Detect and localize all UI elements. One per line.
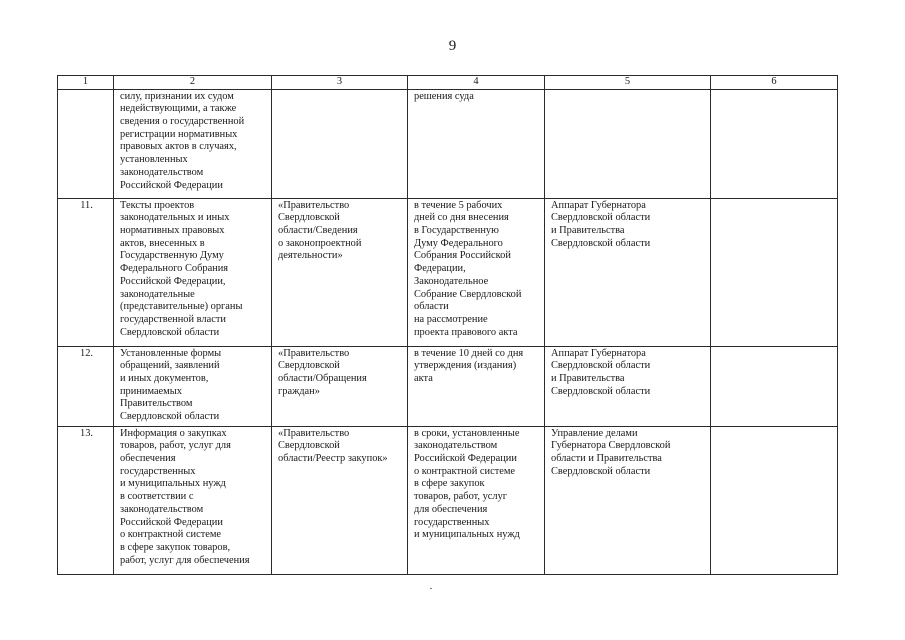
cell-text-line: и муниципальных нужд xyxy=(414,529,520,541)
cell-column-4 xyxy=(408,426,545,574)
cell-text-line: акта xyxy=(414,373,433,385)
cell-text-line: законодательством xyxy=(120,503,204,515)
cell-text-line: Губернатора Свердловской xyxy=(551,440,671,452)
cell-text-line: в течение 5 рабочих xyxy=(414,199,503,211)
cell-text-line: Свердловской области xyxy=(551,465,651,477)
cell-text-line: Свердловской области xyxy=(551,212,651,224)
cell-text-line: для обеспечения xyxy=(414,503,488,515)
cell-text-line: Российской Федерации xyxy=(120,179,223,191)
cell-text-line: деятельности» xyxy=(278,250,343,262)
cell-text-line: Управление делами xyxy=(551,427,638,439)
cell-text-line: «Правительство xyxy=(278,427,350,439)
cell-text-line: граждан» xyxy=(278,385,320,397)
cell-column-3 xyxy=(272,346,408,426)
column-header-6: 6 xyxy=(711,76,838,90)
cell-column-5 xyxy=(545,89,711,198)
cell-text-line: государственной власти xyxy=(120,313,226,325)
column-header-2: 2 xyxy=(114,76,272,90)
cell-text-line: Федерации, xyxy=(414,263,466,275)
table-row xyxy=(58,89,838,198)
cell-column-2 xyxy=(114,346,272,426)
cell-text-line: и Правительства xyxy=(551,225,625,237)
cell-column-2 xyxy=(114,426,272,574)
cell-text-line: области и Правительства xyxy=(551,453,662,465)
scan-speck xyxy=(430,588,432,589)
cell-text-line: «Правительство xyxy=(278,347,350,359)
cell-text-line: и Правительства xyxy=(551,373,625,385)
table-row xyxy=(58,426,838,574)
cell-column-5 xyxy=(545,346,711,426)
cell-text-line: в соответствии с xyxy=(120,491,194,503)
cell-text-line: Российской Федерации xyxy=(414,453,517,465)
page-number: 9 xyxy=(448,38,457,54)
cell-column-2 xyxy=(114,89,272,198)
cell-text-line: в сфере закупок товаров, xyxy=(120,541,231,553)
cell-column-5 xyxy=(545,426,711,574)
cell-text-line: правовых актов в случаях, xyxy=(120,141,237,153)
cell-text-line: товаров, работ, услуг для xyxy=(120,440,231,452)
cell-text-line: Тексты проектов xyxy=(120,199,195,211)
document-table xyxy=(57,75,838,575)
cell-text-line: о контрактной системе xyxy=(414,465,516,477)
cell-column-3 xyxy=(272,89,408,198)
table-header-row xyxy=(58,76,838,90)
cell-column-6 xyxy=(711,346,838,426)
cell-text-line: о контрактной системе xyxy=(120,529,222,541)
cell-text-line: в сфере закупок xyxy=(414,478,485,490)
cell-text-line: силу, признании их судом xyxy=(120,90,234,102)
cell-text-line: области xyxy=(414,301,449,313)
cell-text-line: Свердловской области xyxy=(120,326,220,338)
row-number-cell: 12. xyxy=(58,346,114,426)
cell-text-line: области/Реестр закупок» xyxy=(278,453,388,465)
cell-text-line: принимаемых xyxy=(120,385,182,397)
cell-text-line: недействующими, а также xyxy=(120,103,237,115)
cell-text-line: в Государственную xyxy=(414,225,499,237)
cell-column-3 xyxy=(272,198,408,346)
cell-text-line: Информация о закупках xyxy=(120,427,227,439)
cell-text-line: государственных xyxy=(120,465,196,477)
cell-text-line: (представительные) органы xyxy=(120,301,243,313)
cell-column-4 xyxy=(408,198,545,346)
cell-column-5 xyxy=(545,198,711,346)
cell-text-line: Думу Федерального xyxy=(414,237,503,249)
cell-text-line: Правительством xyxy=(120,398,193,410)
cell-text-line: «Правительство xyxy=(278,199,350,211)
cell-text-line: на рассмотрение xyxy=(414,313,488,325)
table-row xyxy=(58,346,838,426)
cell-text-line: Собрание Свердловской xyxy=(414,288,522,300)
cell-column-2 xyxy=(114,198,272,346)
cell-column-6 xyxy=(711,198,838,346)
column-header-5: 5 xyxy=(545,76,711,90)
cell-text-line: работ, услуг для обеспечения xyxy=(120,554,250,566)
row-number-cell: 13. xyxy=(58,426,114,574)
cell-text-line: в течение 10 дней со дня xyxy=(414,347,524,359)
cell-text-line: законодательные xyxy=(120,288,195,300)
cell-text-line: Свердловской области xyxy=(551,237,651,249)
cell-text-line: законодательством xyxy=(120,166,204,178)
cell-text-line: Российской Федерации, xyxy=(120,275,226,287)
cell-text-line: решения суда xyxy=(414,90,474,102)
cell-text-line: Свердловской области xyxy=(120,411,220,423)
cell-text-line: государственных xyxy=(414,516,490,528)
cell-text-line: утверждения (издания) xyxy=(414,360,517,372)
cell-text-line: Собрания Российской xyxy=(414,250,511,262)
cell-text-line: и иных документов, xyxy=(120,373,209,385)
cell-column-4 xyxy=(408,346,545,426)
cell-text-line: Государственную Думу xyxy=(120,250,224,262)
table-row xyxy=(58,198,838,346)
cell-text-line: Свердловской xyxy=(278,212,340,224)
cell-text-line: и муниципальных нужд xyxy=(120,478,226,490)
cell-text-line: области/Обращения xyxy=(278,373,367,385)
column-header-4: 4 xyxy=(408,76,545,90)
cell-text-line: обеспечения xyxy=(120,453,176,465)
cell-text-line: Законодательное xyxy=(414,275,489,287)
cell-column-3 xyxy=(272,426,408,574)
cell-text-line: области/Сведения xyxy=(278,225,358,237)
cell-text-line: в сроки, установленные xyxy=(414,427,520,439)
cell-text-line: установленных xyxy=(120,154,188,166)
column-header-3: 3 xyxy=(272,76,408,90)
cell-text-line: о законопроектной xyxy=(278,237,362,249)
cell-text-line: нормативных правовых xyxy=(120,225,225,237)
cell-text-line: Свердловской области xyxy=(551,360,651,372)
cell-text-line: проекта правового акта xyxy=(414,326,518,338)
cell-text-line: Аппарат Губернатора xyxy=(551,199,646,211)
cell-text-line: Федерального Собрания xyxy=(120,263,229,275)
cell-column-4 xyxy=(408,89,545,198)
cell-text-line: законодательством xyxy=(414,440,498,452)
cell-text-line: Свердловской xyxy=(278,360,340,372)
cell-text-line: регистрации нормативных xyxy=(120,128,238,140)
row-number-cell xyxy=(58,89,114,198)
cell-text-line: Свердловской xyxy=(278,440,340,452)
cell-text-line: Российской Федерации xyxy=(120,516,223,528)
cell-text-line: дней со дня внесения xyxy=(414,212,509,224)
cell-text-line: законодательных и иных xyxy=(120,212,230,224)
cell-text-line: обращений, заявлений xyxy=(120,360,220,372)
cell-text-line: сведения о государственной xyxy=(120,116,245,128)
cell-text-line: Аппарат Губернатора xyxy=(551,347,646,359)
column-header-1: 1 xyxy=(58,76,114,90)
cell-text-line: актов, внесенных в xyxy=(120,237,205,249)
table-body xyxy=(58,89,838,574)
cell-column-6 xyxy=(711,426,838,574)
cell-text-line: Свердловской области xyxy=(551,385,651,397)
cell-column-6 xyxy=(711,89,838,198)
row-number-cell: 11. xyxy=(58,198,114,346)
cell-text-line: товаров, работ, услуг xyxy=(414,491,508,503)
cell-text-line: Установленные формы xyxy=(120,347,222,359)
